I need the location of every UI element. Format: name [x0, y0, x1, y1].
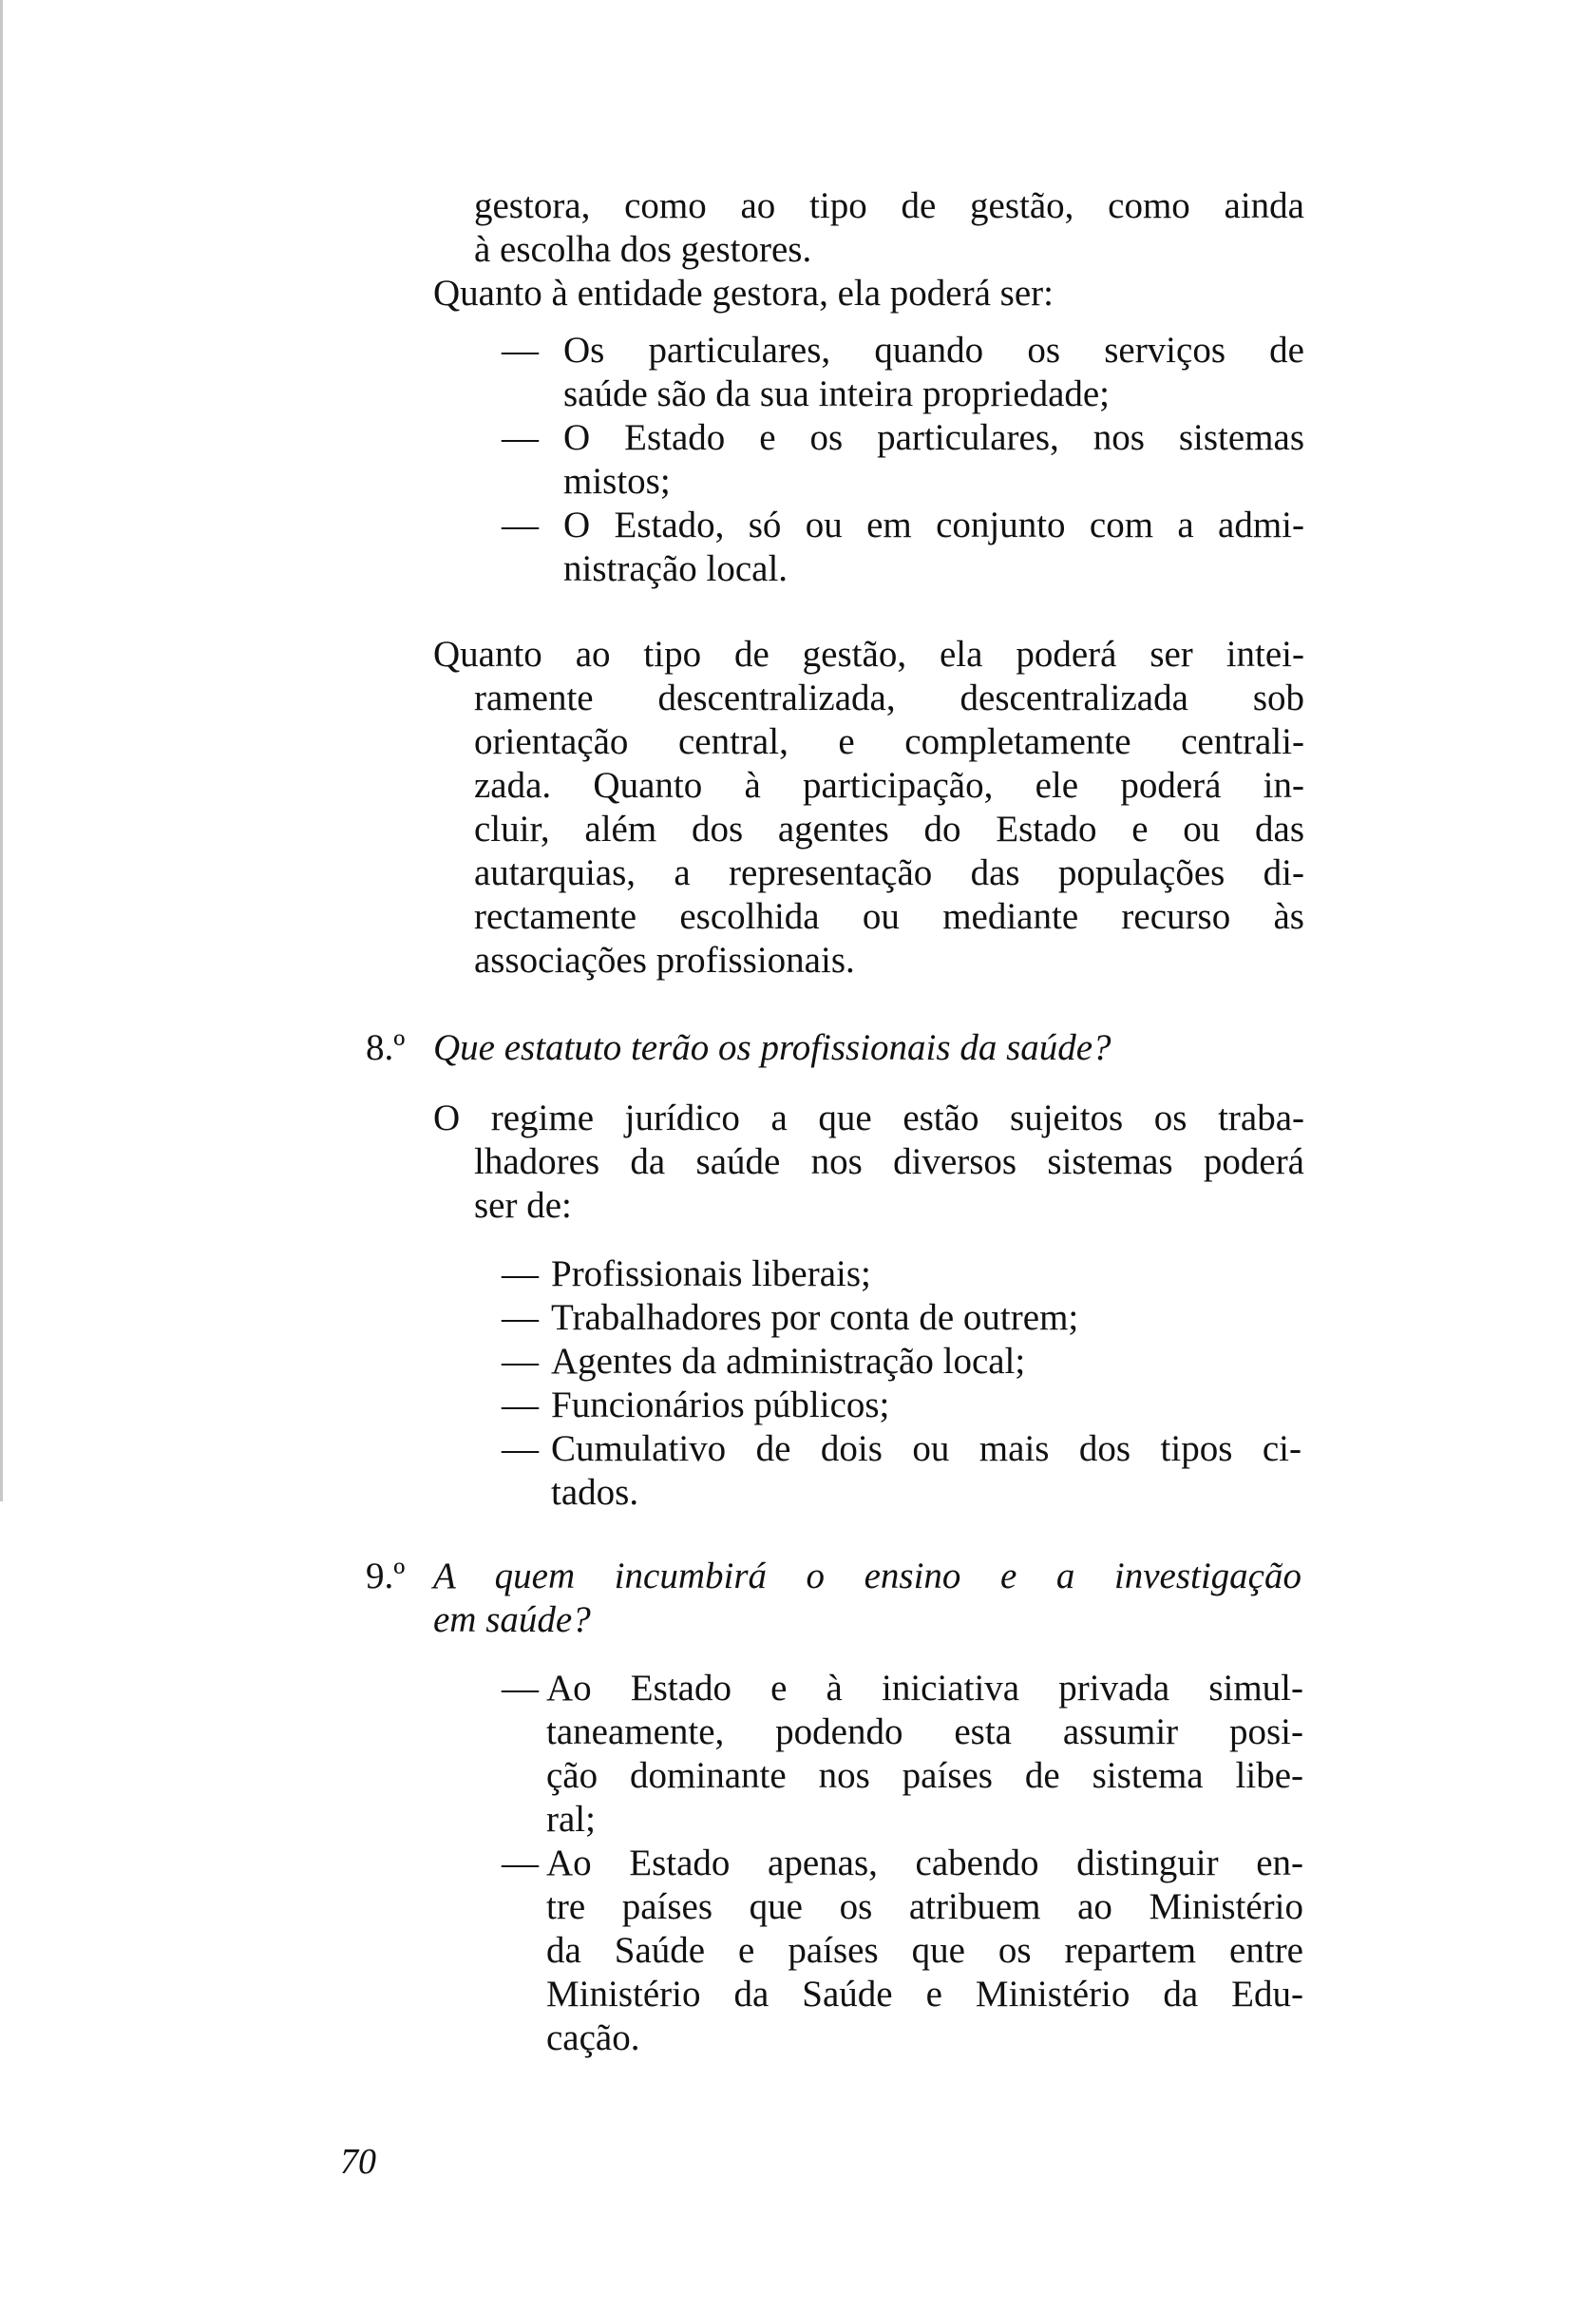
q8-item-4: Funcionários públicos; — [551, 1385, 890, 1425]
question-8-heading: Que estatuto terão os profissionais da saúde? — [433, 1027, 1112, 1068]
page-number: 70 — [340, 2142, 376, 2182]
question-8-number: 8.º — [366, 1027, 406, 1068]
management-line-3: orientação central, e completamente centrali- — [474, 721, 1304, 762]
management-line-4: zada. Quanto à participação, ele poderá in- — [474, 765, 1304, 806]
question-9-heading-line-1: A quem incumbirá o ensino e a investigação — [433, 1556, 1302, 1596]
management-line-5: cluir, além dos agentes do Estado e ou das — [474, 809, 1304, 850]
list-dash: — — [502, 1843, 539, 1883]
entity-item-1-line-1: Os particulares, quando os serviços de — [563, 330, 1304, 371]
question-9-number: 9.º — [366, 1556, 406, 1596]
q9-item-2-line-2: tre países que os atribuem ao Ministério — [546, 1886, 1303, 1927]
list-dash: — — [502, 1668, 539, 1709]
q9-item-2-line-1: Ao Estado apenas, cabendo distinguir en- — [546, 1843, 1303, 1883]
q9-item-1-line-3: ção dominante nos países de sistema libe- — [546, 1755, 1303, 1796]
intro-line-1: gestora, como ao tipo de gestão, como ainda — [474, 185, 1304, 226]
q8-item-5-line-2: tados. — [551, 1472, 639, 1513]
entity-item-3-line-1: O Estado, só ou em conjunto com a admi- — [563, 505, 1304, 545]
entity-item-2-line-2: mistos; — [563, 461, 671, 502]
q9-item-1-line-2: taneamente, podendo esta assumir posi- — [546, 1711, 1303, 1752]
q8-paragraph-line-3: ser de: — [474, 1185, 572, 1226]
list-dash: — — [502, 1253, 539, 1294]
list-dash: — — [502, 1341, 539, 1382]
q9-item-2-line-3: da Saúde e países que os repartem entre — [546, 1930, 1303, 1971]
list-dash: — — [502, 505, 539, 545]
management-line-1: Quanto ao tipo de gestão, ela poderá ser intei- — [433, 634, 1304, 675]
management-line-7: rectamente escolhida ou mediante recurso às — [474, 896, 1304, 937]
list-dash: — — [502, 330, 539, 371]
list-dash: — — [502, 1297, 539, 1338]
q8-item-5-line-1: Cumulativo de dois ou mais dos tipos ci- — [551, 1428, 1302, 1469]
q9-item-2-line-4: Ministério da Saúde e Ministério da Edu- — [546, 1974, 1303, 2015]
list-dash: — — [502, 1428, 539, 1469]
q8-item-2: Trabalhadores por conta de outrem; — [551, 1297, 1079, 1338]
question-9-heading-line-2: em saúde? — [433, 1599, 591, 1640]
management-line-8: associações profissionais. — [474, 940, 855, 981]
q9-item-1-line-4: ral; — [546, 1799, 596, 1840]
intro-line-2: à escolha dos gestores. — [474, 229, 812, 270]
entity-item-3-line-2: nistração local. — [563, 548, 788, 589]
q9-item-2-line-5: cação. — [546, 2017, 640, 2058]
entity-item-2-line-1: O Estado e os particulares, nos sistemas — [563, 417, 1304, 458]
management-line-6: autarquias, a representação das populações di- — [474, 852, 1304, 893]
q8-paragraph-line-1: O regime jurídico a que estão sujeitos os traba- — [433, 1098, 1304, 1138]
q8-paragraph-line-2: lhadores da saúde nos diversos sistemas poderá — [474, 1141, 1304, 1182]
q9-item-1-line-1: Ao Estado e à iniciativa privada simul- — [546, 1668, 1303, 1709]
q8-item-3: Agentes da administração local; — [551, 1341, 1026, 1382]
list-dash: — — [502, 1385, 539, 1425]
intro-line-3: Quanto à entidade gestora, ela poderá ser: — [433, 273, 1054, 314]
q8-item-1: Profissionais liberais; — [551, 1253, 871, 1294]
entity-item-1-line-2: saúde são da sua inteira propriedade; — [563, 373, 1111, 414]
list-dash: — — [502, 417, 539, 458]
management-line-2: ramente descentralizada, descentralizada sob — [474, 678, 1304, 718]
